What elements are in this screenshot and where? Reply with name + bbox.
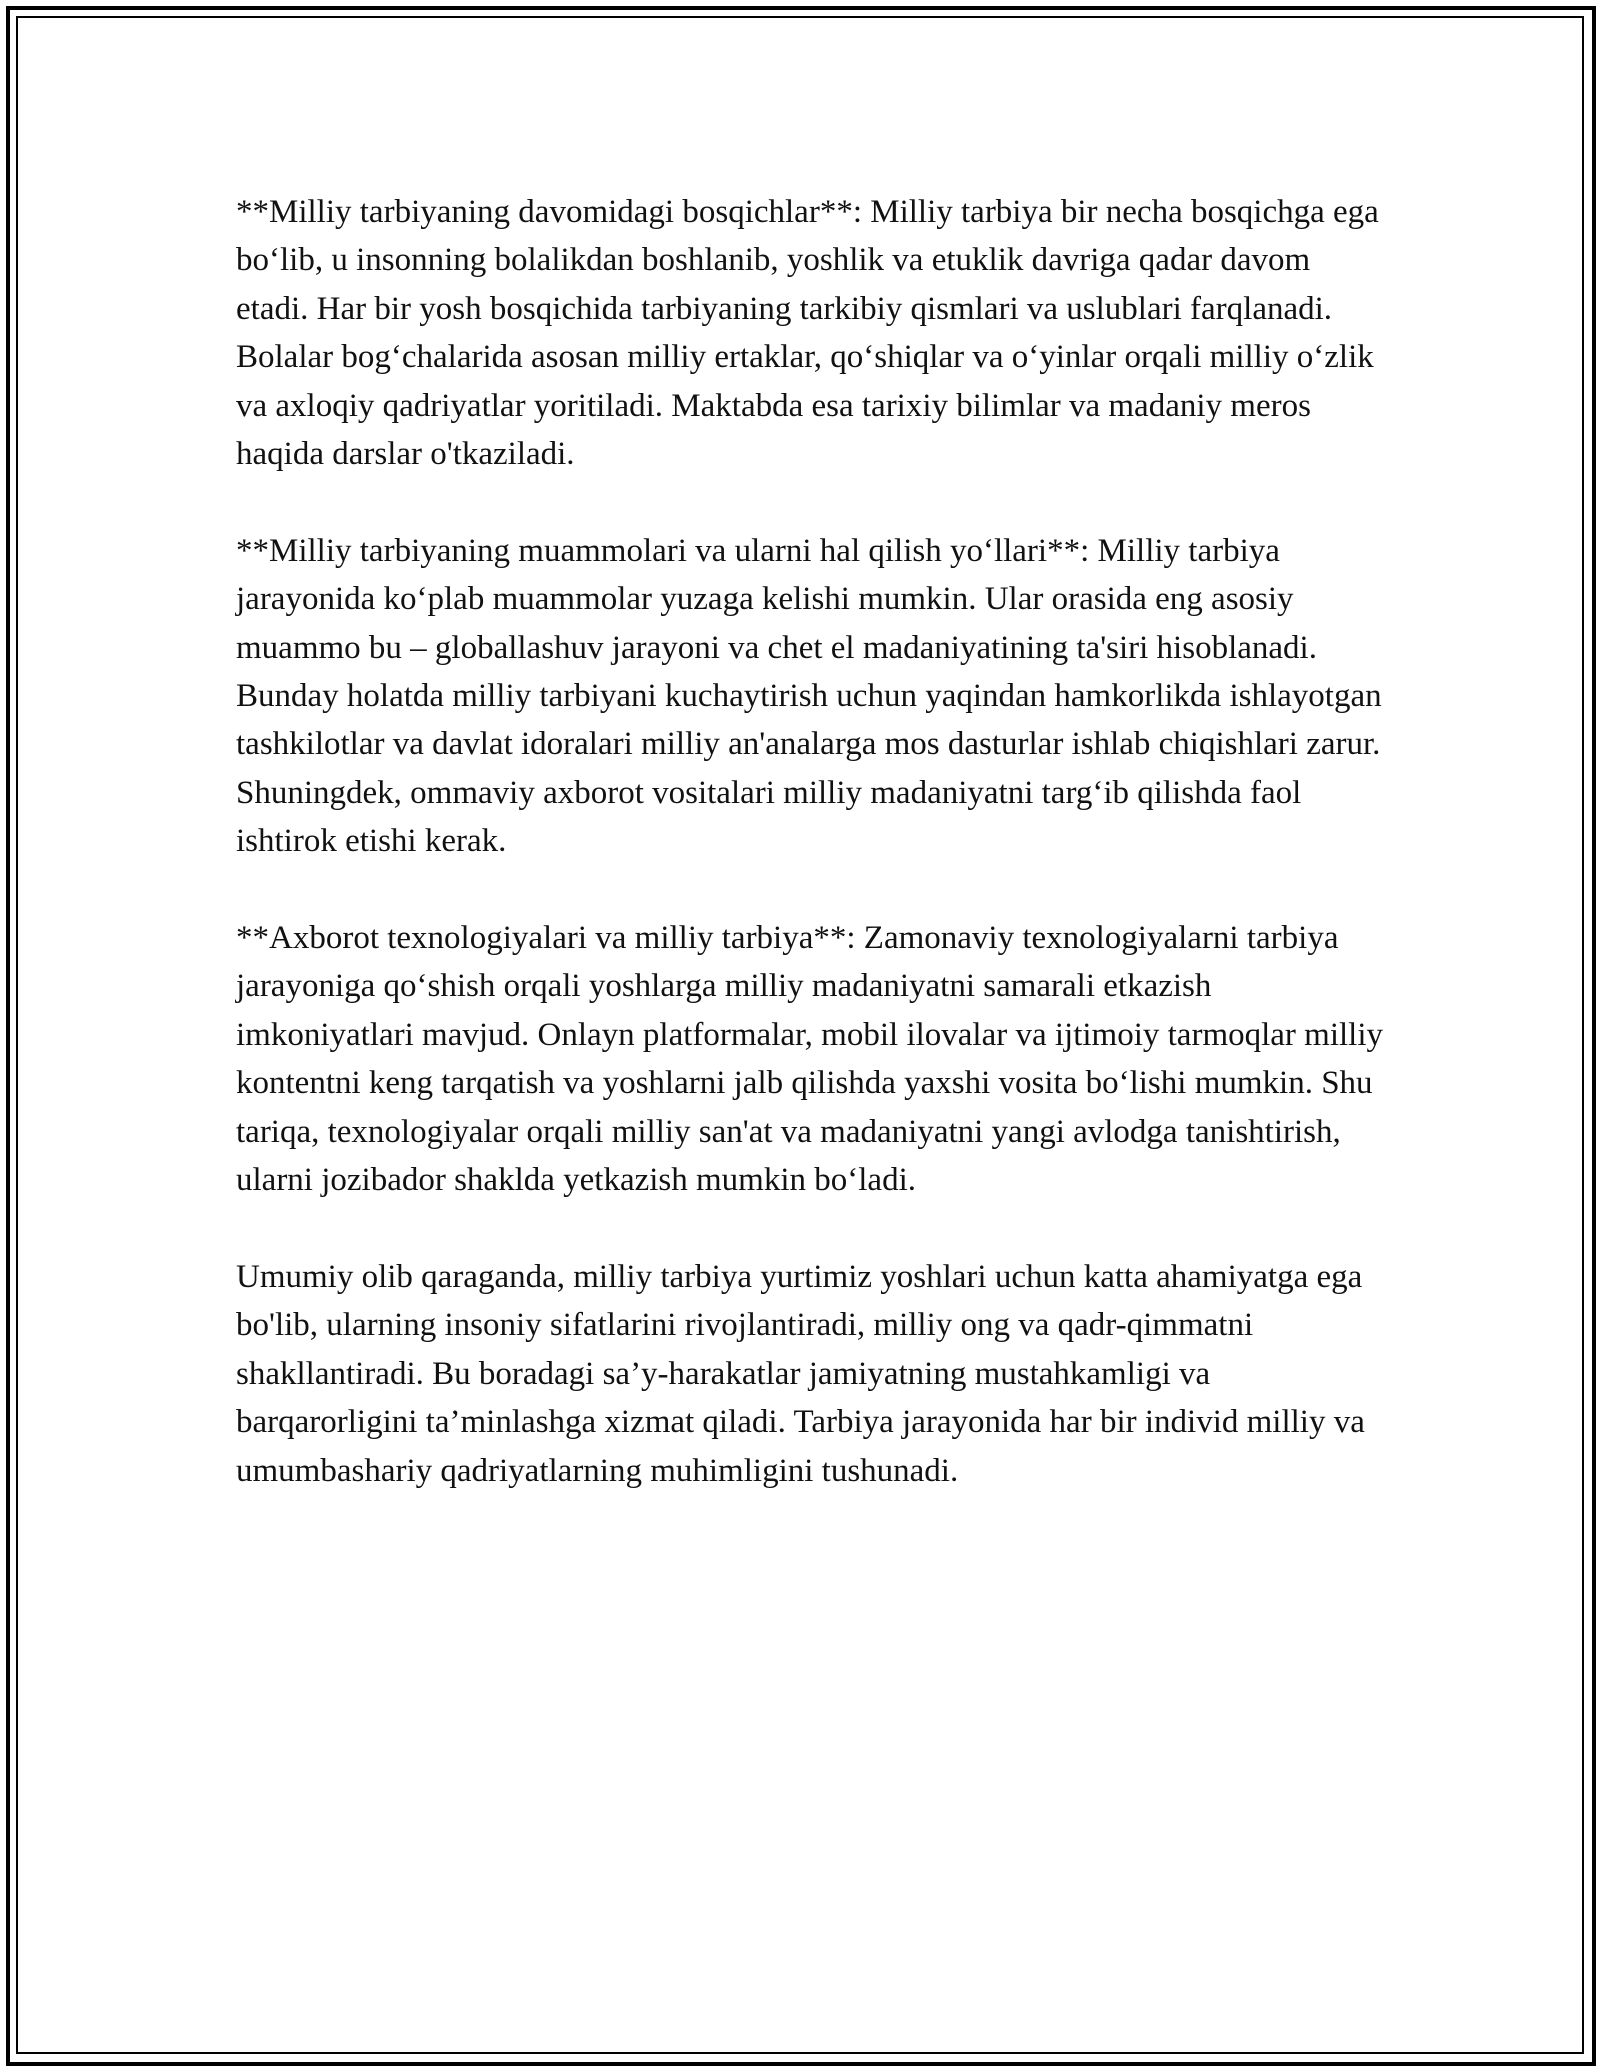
paragraph-technology: **Axborot texnologiyalari va milliy tarbiya**: Zamonaviy texnologiyalarni tarbiya jarayoniga qo‘shish orqali yoshlarga milliy madaniyatni samarali etkazish imkoniyatlari mavjud. Onlayn platformalar, mobil ilovalar va ijtimoiy tarmoqlar milliy kontentni keng tarqatish va yoshlarni jalb qilishda yaxshi vosita bo‘lishi mumkin. Shu tariqa, texnologiyalar orqali milliy san'at va madaniyatni yangi avlodga tanishtirish, ularni jozibador shaklda yetkazish mumkin bo‘ladi. [236,920,1384,1199]
document-body [236,188,1386,1543]
paragraph-problems: **Milliy tarbiyaning muammolari va ularni hal qilish yo‘llari**: Milliy tarbiya jarayonida ko‘plab muammolar yuzaga kelishi mumkin. Ular orasida eng asosiy muammo bu – globallashuv jarayoni va chet el madaniyatining ta'siri hisoblanadi. Bunday holatda milliy tarbiyani kuchaytirish uchun yaqindan hamkorlikda ishlayotgan tashkilotlar va davlat idoralari milliy an'analarga mos dasturlar ishlab chiqishlari zarur. Shuningdek, ommaviy axborot vositalari milliy madaniyatni targ‘ib qilishda faol ishtirok etishi kerak. [236,532,1382,860]
paragraph-conclusion: Umumiy olib qaraganda, milliy tarbiya yurtimiz yoshlari uchun katta ahamiyatga ega bo'lib, ularning insoniy sifatlarini rivojlantiradi, milliy ong va qadr-qimmatni shakllantiradi. Bu boradagi sa’y-harakatlar jamiyatning mustahkamligi va barqarorligini ta’minlashga xizmat qiladi. Tarbiya jarayonida har bir individ milliy va umumbashariy qadriyatlarning muhimligini tushunadi. [236,1258,1365,1489]
paragraph-stages: **Milliy tarbiyaning davomidagi bosqichlar**: Milliy tarbiya bir necha bosqichga ega bo‘lib, u insonning bolalikdan boshlanib, yoshlik va etuklik davriga qadar davom etadi. Har bir yosh bosqichida tarbiyaning tarkibiy qismlari va uslublari farqlanadi. Bolalar bog‘chalarida asosan milliy ertaklar, qo‘shiqlar va o‘yinlar orqali milliy o‘zlik va axloqiy qadriyatlar yoritiladi. Maktabda esa tarixiy bilimlar va madaniy meros haqida darslar o'tkaziladi. [236,194,1379,473]
